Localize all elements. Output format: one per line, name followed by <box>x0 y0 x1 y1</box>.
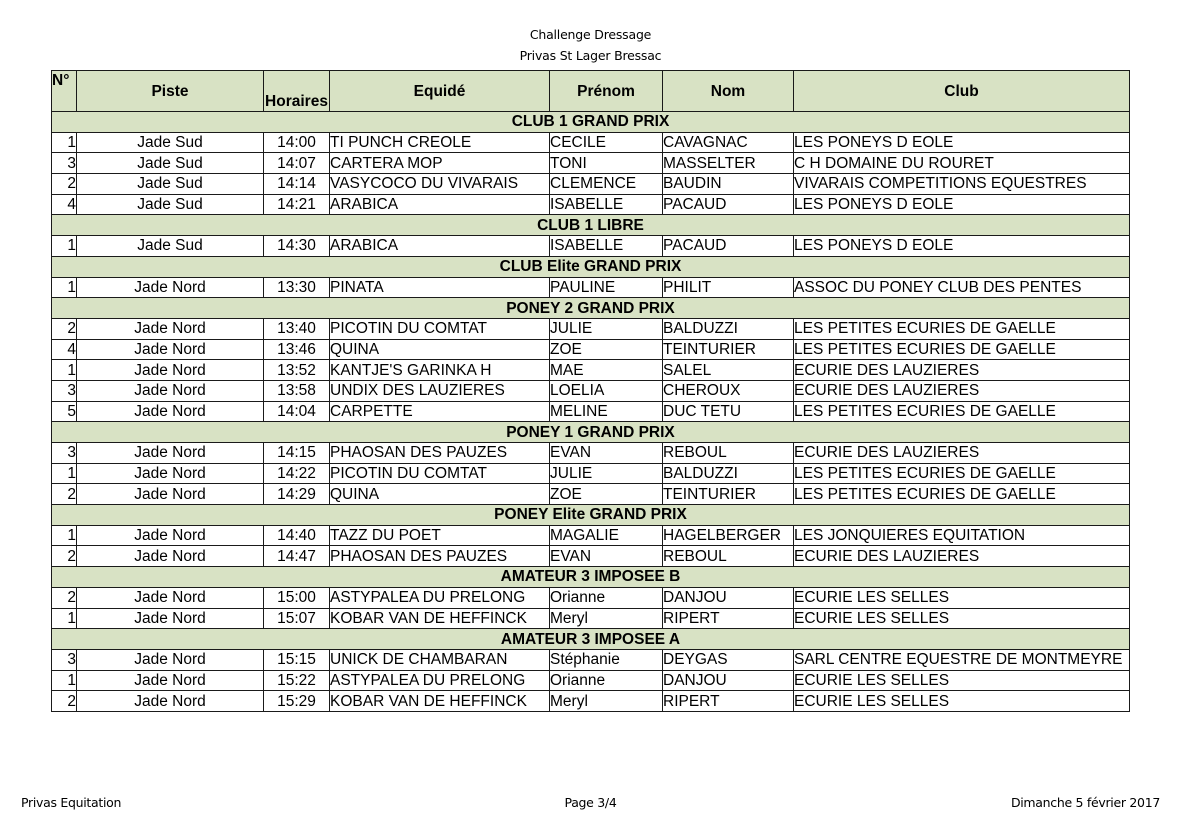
cell-equide: PHAOSAN DES PAUZES <box>330 546 550 567</box>
cell-piste: Jade Nord <box>77 318 264 339</box>
cell-equide: QUINA <box>330 484 550 505</box>
table-row <box>52 360 1130 381</box>
cell-club: ECURIE LES SELLES <box>794 587 1130 608</box>
cell-equide: UNICK DE CHAMBARAN <box>330 649 550 670</box>
header-row <box>52 71 1130 112</box>
cell-number: 1 <box>52 670 77 691</box>
cell-nom: TEINTURIER <box>663 339 794 360</box>
cell-horaire: 14:04 <box>264 401 330 422</box>
cell-piste: Jade Sud <box>77 236 264 257</box>
cell-prenom: MAE <box>550 360 663 381</box>
cell-horaire: 15:22 <box>264 670 330 691</box>
cell-prenom: ISABELLE <box>550 194 663 215</box>
cell-nom: DANJOU <box>663 670 794 691</box>
table-row <box>52 339 1130 360</box>
cell-number: 2 <box>52 484 77 505</box>
cell-number: 1 <box>52 525 77 546</box>
cell-number: 2 <box>52 546 77 567</box>
cell-number: 3 <box>52 380 77 401</box>
cell-number: 1 <box>52 463 77 484</box>
cell-prenom: Stéphanie <box>550 649 663 670</box>
column-header-equide: Equidé <box>330 71 550 112</box>
table-row <box>52 277 1130 298</box>
cell-piste: Jade Nord <box>77 587 264 608</box>
cell-club: ECURIE DES LAUZIERES <box>794 360 1130 381</box>
cell-nom: BALDUZZI <box>663 463 794 484</box>
cell-number: 3 <box>52 649 77 670</box>
section-header-row <box>52 112 1130 133</box>
cell-horaire: 14:30 <box>264 236 330 257</box>
cell-piste: Jade Nord <box>77 546 264 567</box>
cell-equide: PHAOSAN DES PAUZES <box>330 443 550 464</box>
table-row <box>52 525 1130 546</box>
cell-piste: Jade Nord <box>77 443 264 464</box>
cell-horaire: 14:14 <box>264 174 330 195</box>
cell-nom: REBOUL <box>663 546 794 567</box>
cell-piste: Jade Nord <box>77 484 264 505</box>
cell-equide: CARPETTE <box>330 401 550 422</box>
cell-number: 3 <box>52 153 77 174</box>
cell-horaire: 13:46 <box>264 339 330 360</box>
cell-equide: ARABICA <box>330 194 550 215</box>
section-title: CLUB 1 GRAND PRIX <box>52 112 1130 133</box>
cell-horaire: 15:07 <box>264 608 330 629</box>
cell-club: LES JONQUIERES EQUITATION <box>794 525 1130 546</box>
cell-piste: Jade Sud <box>77 153 264 174</box>
section-header-row <box>52 422 1130 443</box>
section-header-row <box>52 256 1130 277</box>
schedule-table <box>51 70 1130 712</box>
section-title: CLUB 1 LIBRE <box>52 215 1130 236</box>
cell-equide: ASTYPALEA DU PRELONG <box>330 587 550 608</box>
cell-nom: HAGELBERGER <box>663 525 794 546</box>
table-row <box>52 236 1130 257</box>
cell-prenom: ISABELLE <box>550 236 663 257</box>
cell-nom: RIPERT <box>663 608 794 629</box>
cell-nom: PHILIT <box>663 277 794 298</box>
section-title: PONEY 1 GRAND PRIX <box>52 422 1130 443</box>
column-header-horaires: Horaires <box>264 71 330 112</box>
cell-number: 1 <box>52 608 77 629</box>
cell-club: ECURIE LES SELLES <box>794 608 1130 629</box>
cell-piste: Jade Nord <box>77 380 264 401</box>
cell-number: 4 <box>52 194 77 215</box>
cell-horaire: 14:21 <box>264 194 330 215</box>
cell-horaire: 14:47 <box>264 546 330 567</box>
table-row <box>52 318 1130 339</box>
cell-prenom: MAGALIE <box>550 525 663 546</box>
cell-number: 2 <box>52 587 77 608</box>
cell-piste: Jade Nord <box>77 691 264 712</box>
cell-prenom: EVAN <box>550 443 663 464</box>
cell-number: 5 <box>52 401 77 422</box>
cell-prenom: CLEMENCE <box>550 174 663 195</box>
cell-club: LES PETITES ECURIES DE GAELLE <box>794 318 1130 339</box>
table-row <box>52 691 1130 712</box>
cell-horaire: 13:52 <box>264 360 330 381</box>
cell-piste: Jade Nord <box>77 360 264 381</box>
cell-number: 1 <box>52 277 77 298</box>
cell-prenom: PAULINE <box>550 277 663 298</box>
cell-equide: TI PUNCH CREOLE <box>330 132 550 153</box>
cell-horaire: 14:40 <box>264 525 330 546</box>
section-header-row <box>52 567 1130 588</box>
cell-equide: PINATA <box>330 277 550 298</box>
cell-equide: KOBAR VAN DE HEFFINCK <box>330 691 550 712</box>
cell-nom: RIPERT <box>663 691 794 712</box>
cell-prenom: TONI <box>550 153 663 174</box>
table-row <box>52 132 1130 153</box>
cell-number: 2 <box>52 318 77 339</box>
cell-prenom: MELINE <box>550 401 663 422</box>
footer-organizer: Privas Equitation <box>21 795 122 810</box>
cell-piste: Jade Nord <box>77 339 264 360</box>
cell-nom: CAVAGNAC <box>663 132 794 153</box>
cell-piste: Jade Sud <box>77 174 264 195</box>
cell-horaire: 15:15 <box>264 649 330 670</box>
cell-prenom: LOELIA <box>550 380 663 401</box>
cell-nom: REBOUL <box>663 443 794 464</box>
cell-piste: Jade Nord <box>77 525 264 546</box>
cell-club: LES PETITES ECURIES DE GAELLE <box>794 339 1130 360</box>
section-header-row <box>52 298 1130 319</box>
cell-prenom: Orianne <box>550 670 663 691</box>
cell-nom: CHEROUX <box>663 380 794 401</box>
cell-number: 2 <box>52 174 77 195</box>
cell-club: SARL CENTRE EQUESTRE DE MONTMEYRE <box>794 649 1130 670</box>
cell-club: LES PONEYS D EOLE <box>794 236 1130 257</box>
cell-nom: DUC TETU <box>663 401 794 422</box>
cell-club: ASSOC DU PONEY CLUB DES PENTES <box>794 277 1130 298</box>
cell-club: ECURIE DES LAUZIERES <box>794 546 1130 567</box>
cell-club: LES PETITES ECURIES DE GAELLE <box>794 484 1130 505</box>
section-title: AMATEUR 3 IMPOSEE B <box>52 567 1130 588</box>
cell-number: 1 <box>52 236 77 257</box>
cell-horaire: 14:22 <box>264 463 330 484</box>
cell-club: LES PETITES ECURIES DE GAELLE <box>794 463 1130 484</box>
cell-horaire: 14:00 <box>264 132 330 153</box>
cell-piste: Jade Sud <box>77 132 264 153</box>
cell-equide: PICOTIN DU COMTAT <box>330 463 550 484</box>
cell-nom: DANJOU <box>663 587 794 608</box>
cell-piste: Jade Nord <box>77 608 264 629</box>
cell-club: C H DOMAINE DU ROURET <box>794 153 1130 174</box>
cell-equide: KOBAR VAN DE HEFFINCK <box>330 608 550 629</box>
cell-nom: PACAUD <box>663 236 794 257</box>
cell-prenom: Orianne <box>550 587 663 608</box>
column-header-prenom: Prénom <box>550 71 663 112</box>
table-row <box>52 463 1130 484</box>
document-subtitle: Privas St Lager Bressac <box>519 48 662 63</box>
cell-piste: Jade Nord <box>77 670 264 691</box>
column-header-piste: Piste <box>77 71 264 112</box>
cell-piste: Jade Nord <box>77 649 264 670</box>
cell-number: 4 <box>52 339 77 360</box>
footer-page-number: Page 3/4 <box>564 795 617 810</box>
cell-prenom: ZOE <box>550 339 663 360</box>
cell-prenom: CECILE <box>550 132 663 153</box>
cell-equide: VASYCOCO DU VIVARAIS <box>330 174 550 195</box>
cell-nom: MASSELTER <box>663 153 794 174</box>
table-row <box>52 484 1130 505</box>
footer-date: Dimanche 5 février 2017 <box>1010 795 1160 810</box>
cell-horaire: 14:29 <box>264 484 330 505</box>
cell-club: ECURIE DES LAUZIERES <box>794 380 1130 401</box>
cell-prenom: JULIE <box>550 463 663 484</box>
section-header-row <box>52 215 1130 236</box>
table-row <box>52 174 1130 195</box>
cell-piste: Jade Nord <box>77 401 264 422</box>
cell-nom: BAUDIN <box>663 174 794 195</box>
cell-nom: PACAUD <box>663 194 794 215</box>
cell-number: 2 <box>52 691 77 712</box>
cell-horaire: 15:29 <box>264 691 330 712</box>
cell-club: VIVARAIS COMPETITIONS EQUESTRES <box>794 174 1130 195</box>
schedule-body <box>52 112 1130 712</box>
cell-number: 3 <box>52 443 77 464</box>
cell-club: ECURIE DES LAUZIERES <box>794 443 1130 464</box>
cell-equide: ASTYPALEA DU PRELONG <box>330 670 550 691</box>
cell-equide: TAZZ DU POET <box>330 525 550 546</box>
cell-equide: ARABICA <box>330 236 550 257</box>
cell-prenom: ZOE <box>550 484 663 505</box>
cell-equide: KANTJE'S GARINKA H <box>330 360 550 381</box>
document-title: Challenge Dressage <box>529 27 652 42</box>
table-row <box>52 587 1130 608</box>
column-header-club: Club <box>794 71 1130 112</box>
table-row <box>52 153 1130 174</box>
cell-number: 1 <box>52 132 77 153</box>
cell-club: ECURIE LES SELLES <box>794 691 1130 712</box>
table-row <box>52 401 1130 422</box>
cell-prenom: JULIE <box>550 318 663 339</box>
cell-piste: Jade Nord <box>77 463 264 484</box>
cell-club: LES PONEYS D EOLE <box>794 194 1130 215</box>
table-row <box>52 194 1130 215</box>
column-header-nom: Nom <box>663 71 794 112</box>
section-header-row <box>52 505 1130 526</box>
cell-piste: Jade Nord <box>77 277 264 298</box>
table-row <box>52 649 1130 670</box>
cell-piste: Jade Sud <box>77 194 264 215</box>
table-row <box>52 608 1130 629</box>
table-row <box>52 670 1130 691</box>
section-header-row <box>52 629 1130 650</box>
cell-horaire: 15:00 <box>264 587 330 608</box>
cell-prenom: Meryl <box>550 608 663 629</box>
cell-equide: PICOTIN DU COMTAT <box>330 318 550 339</box>
cell-nom: BALDUZZI <box>663 318 794 339</box>
table-row <box>52 380 1130 401</box>
cell-club: LES PETITES ECURIES DE GAELLE <box>794 401 1130 422</box>
cell-horaire: 14:07 <box>264 153 330 174</box>
cell-equide: CARTERA MOP <box>330 153 550 174</box>
section-title: PONEY 2 GRAND PRIX <box>52 298 1130 319</box>
cell-prenom: EVAN <box>550 546 663 567</box>
cell-number: 1 <box>52 360 77 381</box>
cell-prenom: Meryl <box>550 691 663 712</box>
cell-club: LES PONEYS D EOLE <box>794 132 1130 153</box>
table-row <box>52 443 1130 464</box>
cell-horaire: 14:15 <box>264 443 330 464</box>
cell-equide: QUINA <box>330 339 550 360</box>
section-title: AMATEUR 3 IMPOSEE A <box>52 629 1130 650</box>
table-row <box>52 546 1130 567</box>
cell-nom: TEINTURIER <box>663 484 794 505</box>
section-title: CLUB Elite GRAND PRIX <box>52 256 1130 277</box>
cell-horaire: 13:40 <box>264 318 330 339</box>
cell-nom: DEYGAS <box>663 649 794 670</box>
cell-nom: SALEL <box>663 360 794 381</box>
column-header-number: N° <box>52 71 77 112</box>
cell-horaire: 13:58 <box>264 380 330 401</box>
section-title: PONEY Elite GRAND PRIX <box>52 505 1130 526</box>
cell-horaire: 13:30 <box>264 277 330 298</box>
cell-club: ECURIE LES SELLES <box>794 670 1130 691</box>
cell-equide: UNDIX DES LAUZIERES <box>330 380 550 401</box>
